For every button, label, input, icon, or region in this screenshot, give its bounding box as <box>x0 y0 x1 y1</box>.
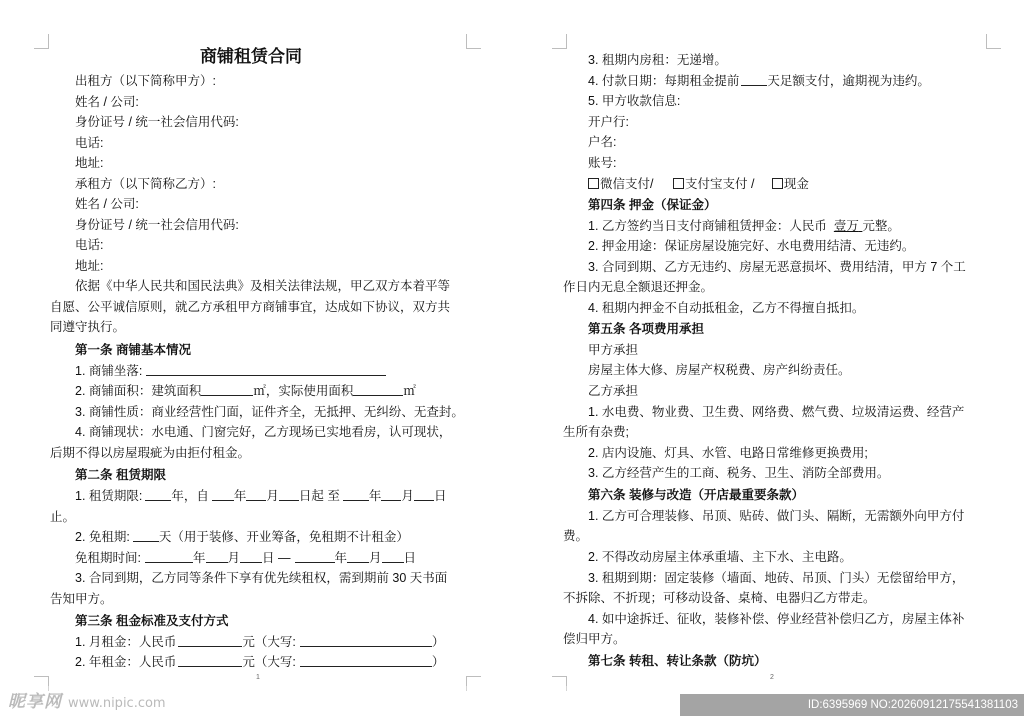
preamble-line: 依据《中华人民共和国民法典》及相关法律法规，甲乙双方本着平等 <box>75 279 451 293</box>
article-6-heading: 第六条 装修与改造（开店最重要条款） <box>588 488 804 502</box>
renewal-text: 告知甲方。 <box>50 592 113 606</box>
crop-mark <box>552 34 567 49</box>
preamble-line: 自愿、公平诚信原则，就乙方承租甲方商铺事宜，达成如下协议，双方共 <box>50 300 451 314</box>
lessor-phone-field: 电话: <box>75 136 104 150</box>
lease-term-field: 1. 租赁期限: 年，自 年 月 日起 至 年 月 日 <box>75 489 447 503</box>
article-3-heading: 第三条 租金标准及支付方式 <box>75 614 229 628</box>
contract-title: 商铺租赁合同 <box>200 47 302 66</box>
shop-nature-text: 3. 商铺性质：商业经营性门面，证件齐全，无抵押、无纠纷、无查封。 <box>75 405 464 419</box>
cash-checkbox[interactable] <box>772 178 783 189</box>
payment-date-field: 4. 付款日期：每期租金提前 天足额支付，逾期视为违约。 <box>588 74 930 88</box>
account-name-field: 户名: <box>588 135 617 149</box>
article-4-heading: 第四条 押金（保证金） <box>588 198 717 212</box>
party-a-costs: 房屋主体大修、房屋产权税费、房产纠纷责任。 <box>588 363 851 377</box>
party-b-label: 乙方承担 <box>588 384 639 398</box>
monthly-rent-field: 1. 月租金：人民币 元（大写: ） <box>75 635 445 649</box>
document-page-2 <box>512 0 1024 716</box>
structure-restriction-text: 2. 不得改动房屋主体承重墙、主下水、主电路。 <box>588 550 852 564</box>
article-7-heading: 第七条 转租、转让条款（防坑） <box>588 654 767 668</box>
party-a-label: 甲方承担 <box>588 343 639 357</box>
party-b-cost-3: 3. 乙方经营产生的工商、税务、卫生、消防全部费用。 <box>588 466 890 480</box>
lessee-phone-field: 电话: <box>75 238 104 252</box>
account-number-field: 账号: <box>588 156 617 170</box>
deposit-purpose-text: 2. 押金用途：保证房屋设施完好、水电费用结清、无违约。 <box>588 239 915 253</box>
article-2-heading: 第二条 租赁期限 <box>75 468 166 482</box>
demolition-compensation-text: 偿归甲方。 <box>563 632 626 646</box>
lessee-heading: 承租方（以下简称乙方）: <box>75 177 216 191</box>
renovation-text: 费。 <box>563 529 589 543</box>
crop-mark <box>34 34 49 49</box>
party-b-cost-1: 生所有杂费; <box>563 425 629 439</box>
deposit-refund-text: 作日内无息全额退还押金。 <box>563 280 714 294</box>
renewal-text: 3. 合同到期，乙方同等条件下享有优先续租权，需到期前 30 天书面 <box>75 571 448 585</box>
shop-area-field: 2. 商铺面积：建筑面积 ㎡，实际使用面积 ㎡ <box>75 384 416 398</box>
alipay-checkbox[interactable] <box>673 178 684 189</box>
party-b-cost-2: 2. 店内设施、灯具、水管、电路日常维修更换费用; <box>588 446 868 460</box>
renovation-text: 1. 乙方可合理装修、吊顶、贴砖、做门头、隔断，无需额外向甲方付 <box>588 509 965 523</box>
watermark-footer <box>0 686 1024 716</box>
crop-mark <box>466 34 481 49</box>
article-1-heading: 第一条 商铺基本情况 <box>75 343 191 357</box>
lease-end-fixtures-text: 不拆除、不折现；可移动设备、桌椅、电器归乙方带走。 <box>563 591 876 605</box>
lessee-address-field: 地址: <box>75 259 104 273</box>
lease-end-fixtures-text: 3. 租期到期：固定装修（墙面、地砖、吊顶、门头）无偿留给甲方， <box>588 571 965 585</box>
bank-field: 开户行: <box>588 115 629 129</box>
lessor-name-field: 姓名 / 公司: <box>75 95 139 109</box>
lessee-id-field: 身份证号 / 统一社会信用代码: <box>75 218 239 232</box>
lease-term-end: 止。 <box>50 510 76 524</box>
lessor-id-field: 身份证号 / 统一社会信用代码: <box>75 115 239 129</box>
payment-method-options: 微信支付/ 支付宝支付 / 现金 <box>588 176 809 192</box>
rent-free-time-field: 免租期时间: 年 月 日 — 年 月 日 <box>75 551 417 565</box>
shop-status-text: 后期不得以房屋瑕疵为由拒付租金。 <box>50 446 251 460</box>
yearly-rent-field: 2. 年租金：人民币 元（大写: ） <box>75 655 445 669</box>
rent-free-field: 2. 免租期: 天（用于装修、开业筹备，免租期不计租金） <box>75 530 409 544</box>
lessor-address-field: 地址: <box>75 156 104 170</box>
payee-info-heading: 5. 甲方收款信息: <box>588 94 681 108</box>
shop-status-text: 4. 商铺现状：水电通、门窗完好，乙方现场已实地看房，认可现状， <box>75 425 452 439</box>
deposit-refund-text: 3. 合同到期、乙方无违约、房屋无恶意损坏、费用结清，甲方 7 个工 <box>588 260 966 274</box>
shop-location-field: 1. 商铺坐落: <box>75 363 386 379</box>
watermark-logo: 昵享网 www.nipic.com <box>8 692 166 712</box>
lessor-heading: 出租方（以下简称甲方）: <box>75 74 216 88</box>
lessee-name-field: 姓名 / 公司: <box>75 197 139 211</box>
rent-no-increase-text: 3. 租期内房租：无递增。 <box>588 53 727 67</box>
crop-mark <box>986 34 1001 49</box>
page-number: 1 <box>256 674 260 681</box>
image-id-bar: ID:6395969 NO:20260912175541381103 <box>680 694 1024 716</box>
party-b-cost-1: 1. 水电费、物业费、卫生费、网络费、燃气费、垃圾清运费、经营产 <box>588 405 965 419</box>
page-number: 2 <box>770 674 774 681</box>
wechat-checkbox[interactable] <box>588 178 599 189</box>
deposit-amount-text: 1. 乙方签约当日支付商铺租赁押金：人民币 壹万 元整。 <box>588 219 900 233</box>
preamble-line: 同遵守执行。 <box>50 320 126 334</box>
deposit-offset-text: 4. 租期内押金不自动抵租金，乙方不得擅自抵扣。 <box>588 301 865 315</box>
demolition-compensation-text: 4. 如中途拆迁、征收，装修补偿、停业经营补偿归乙方，房屋主体补 <box>588 612 965 626</box>
article-5-heading: 第五条 各项费用承担 <box>588 322 704 336</box>
